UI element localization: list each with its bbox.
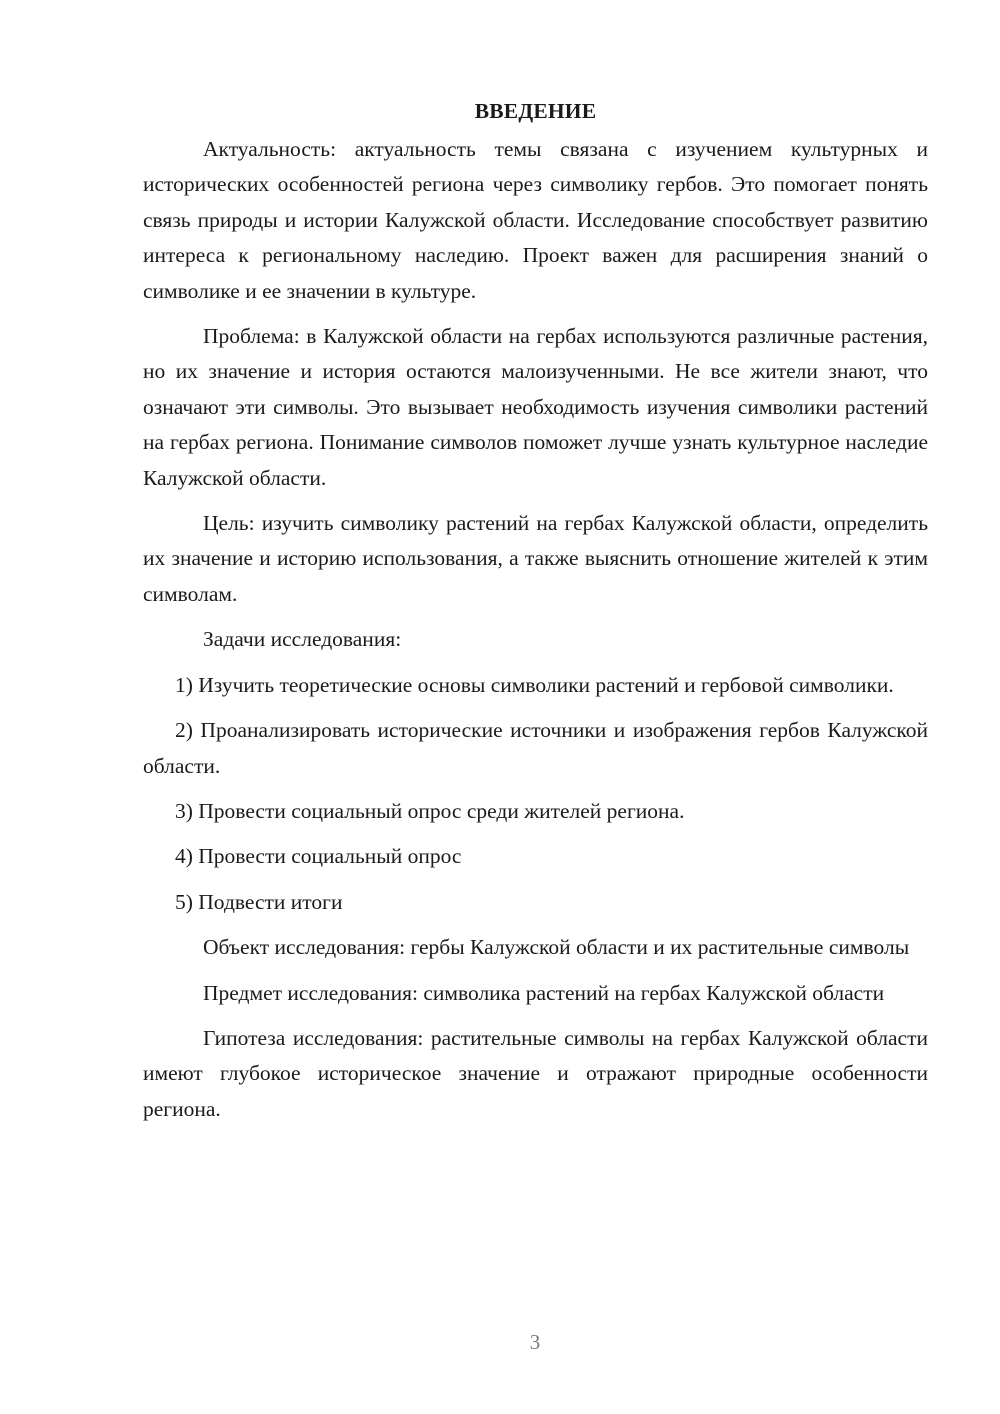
- paragraph-relevance: Актуальность: актуальность темы связана с изучением культурных и исторических особенностей региона через символику гербов. Это помогает понять связь природы и истории Калужской области. Исследование способствует развитию интереса к региональному наследию. Проект важен для расширения знаний о символике и ее значении в культуре.: [143, 137, 928, 303]
- section-title: ВВЕДЕНИЕ: [474, 99, 597, 123]
- task-item-4: 4) Провести социальный опрос: [175, 844, 462, 869]
- tasks-heading: Задачи исследования:: [203, 627, 402, 652]
- paragraph-subject: Предмет исследования: символика растений на гербах Калужской области: [203, 980, 885, 1005]
- task-item-5: 5) Подвести итоги: [175, 889, 343, 914]
- document-page: [143, 96, 928, 1137]
- paragraph-object: Объект исследования: гербы Калужской области и их растительные символы: [203, 935, 910, 960]
- task-item-2: 2) Проанализировать исторические источники и изображения гербов Калужской области.: [143, 718, 928, 778]
- paragraph-goal: Цель: изучить символику растений на гербах Калужской области, определить их значение и историю использования, а также выяснить отношение жителей к этим символам.: [143, 511, 928, 606]
- task-item-3: 3) Провести социальный опрос среди жителей региона.: [175, 798, 685, 823]
- page-number: 3: [529, 1330, 541, 1354]
- paragraph-problem: Проблема: в Калужской области на гербах используются различные растения, но их значение и история остаются малоизученными. Не все жители знают, что означают эти символы. Это вызывает необходимость изучения символики растений на гербах региона. Понимание символов поможет лучше узнать культурное наследие Калужской области.: [143, 324, 928, 490]
- paragraph-hypothesis: Гипотеза исследования: растительные символы на гербах Калужской области имеют глубокое историческое значение и отражают природные особенности региона.: [143, 1025, 928, 1121]
- task-item-1: 1) Изучить теоретические основы символики растений и гербовой символики.: [175, 672, 894, 697]
